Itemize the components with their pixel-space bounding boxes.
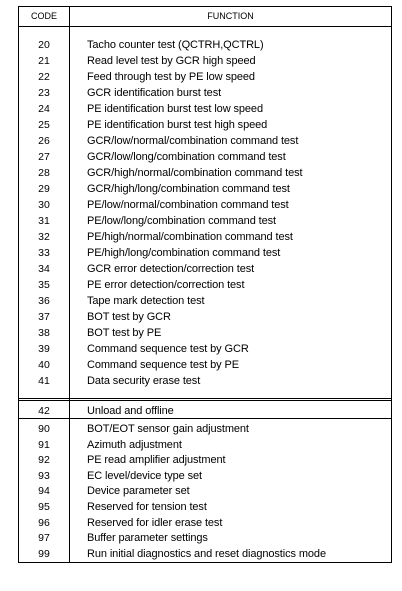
table-row: [19, 245, 391, 261]
function-cell: PE read amplifier adjustment: [87, 454, 226, 467]
table-row: [19, 117, 391, 133]
table-row: [19, 85, 391, 101]
table-row: [19, 149, 391, 165]
function-cell: BOT test by PE: [87, 327, 162, 339]
table-row: [19, 403, 391, 419]
function-cell: Command sequence test by PE: [87, 359, 239, 371]
code-cell: 93: [38, 469, 50, 482]
code-cell: 30: [38, 199, 50, 211]
code-cell: 21: [38, 55, 50, 67]
function-cell: Tape mark detection test: [87, 295, 205, 307]
function-cell: Buffer parameter settings: [87, 532, 208, 545]
function-cell: BOT/EOT sensor gain adjustment: [87, 423, 249, 435]
function-cell: GCR/high/normal/combination command test: [87, 167, 303, 179]
table-row: [19, 197, 391, 213]
header-code: CODE: [30, 11, 57, 21]
code-cell: 96: [38, 516, 50, 529]
table-row: [19, 483, 391, 499]
table-row: [19, 213, 391, 229]
function-cell: PE/low/normal/combination command test: [87, 199, 289, 211]
table-row: [19, 373, 391, 389]
table-row: [19, 133, 391, 149]
group-divider-top-double: [19, 400, 391, 401]
code-cell: 42: [38, 405, 50, 417]
function-cell: GCR error detection/correction test: [87, 263, 255, 275]
code-cell: 26: [38, 135, 50, 147]
function-cell: GCR identification burst test: [87, 87, 222, 99]
function-cell: EC level/device type set: [87, 469, 202, 482]
function-cell: Tacho counter test (QCTRH,QCTRL): [87, 39, 264, 51]
code-cell: 95: [38, 501, 50, 513]
code-cell: 35: [38, 279, 50, 291]
code-cell: 97: [38, 532, 50, 545]
code-cell: 37: [38, 311, 50, 323]
table-row: [19, 277, 391, 293]
function-cell: PE identification burst test low speed: [87, 103, 263, 115]
code-cell: 38: [38, 327, 50, 339]
code-cell: 24: [38, 103, 50, 115]
code-cell: 32: [38, 231, 50, 243]
function-cell: Data security erase test: [87, 375, 201, 387]
function-cell: BOT test by GCR: [87, 311, 171, 323]
table-row: [19, 341, 391, 357]
function-cell: Command sequence test by GCR: [87, 343, 249, 355]
function-cell: GCR/high/long/combination command test: [87, 183, 290, 195]
function-cell: Reserved for tension test: [87, 501, 207, 513]
table-row: [19, 499, 391, 515]
table-row: [19, 101, 391, 117]
code-cell: 31: [38, 215, 50, 227]
code-cell: 33: [38, 247, 50, 259]
code-cell: 92: [38, 454, 50, 467]
code-cell: 22: [38, 71, 50, 83]
code-cell: 23: [38, 87, 50, 99]
code-cell: 90: [38, 423, 50, 435]
function-cell: Feed through test by PE low speed: [87, 71, 255, 83]
function-cell: Unload and offline: [87, 405, 174, 417]
table-row: [19, 530, 391, 546]
function-cell: Read level test by GCR high speed: [87, 55, 256, 67]
code-cell: 99: [38, 547, 50, 560]
table-row: [19, 325, 391, 341]
table-row: [19, 69, 391, 85]
function-cell: Reserved for idler erase test: [87, 516, 223, 529]
code-cell: 41: [38, 375, 50, 387]
table-row: [19, 452, 391, 468]
table-row: [19, 261, 391, 277]
table-row: [19, 546, 391, 562]
table-row: [19, 181, 391, 197]
code-cell: 94: [38, 485, 50, 498]
function-cell: Run initial diagnostics and reset diagnostics mode: [87, 547, 326, 560]
function-cell: GCR/low/long/combination command test: [87, 151, 286, 163]
code-cell: 29: [38, 183, 50, 195]
table-row: [19, 515, 391, 531]
function-cell: PE identification burst test high speed: [87, 119, 268, 131]
group-divider-top: [19, 398, 391, 399]
code-cell: 91: [38, 438, 50, 451]
code-cell: 27: [38, 151, 50, 163]
table-row: [19, 309, 391, 325]
table-row: [19, 293, 391, 309]
function-cell: PE/high/normal/combination command test: [87, 231, 293, 243]
table-row: [19, 165, 391, 181]
code-cell: 36: [38, 295, 50, 307]
function-cell: PE/high/long/combination command test: [87, 247, 281, 259]
code-cell: 28: [38, 167, 50, 179]
code-cell: 34: [38, 263, 50, 275]
function-cell: PE/low/long/combination command test: [87, 215, 276, 227]
table-row: [19, 53, 391, 69]
table-row: [19, 437, 391, 453]
code-cell: 39: [38, 343, 50, 355]
table-row: [19, 229, 391, 245]
header-divider: [19, 26, 391, 27]
function-cell: PE error detection/correction test: [87, 279, 245, 291]
table-row: [19, 37, 391, 53]
code-cell: 20: [38, 39, 50, 51]
diagnostic-code-table: [18, 6, 392, 563]
function-cell: GCR/low/normal/combination command test: [87, 135, 299, 147]
code-cell: 40: [38, 359, 50, 371]
function-cell: Device parameter set: [87, 485, 190, 498]
table-row: [19, 468, 391, 484]
table-row: [19, 357, 391, 373]
header-function: FUNCTION: [207, 11, 254, 21]
code-cell: 25: [38, 119, 50, 131]
function-cell: Azimuth adjustment: [87, 438, 182, 451]
table-row: [19, 421, 391, 437]
